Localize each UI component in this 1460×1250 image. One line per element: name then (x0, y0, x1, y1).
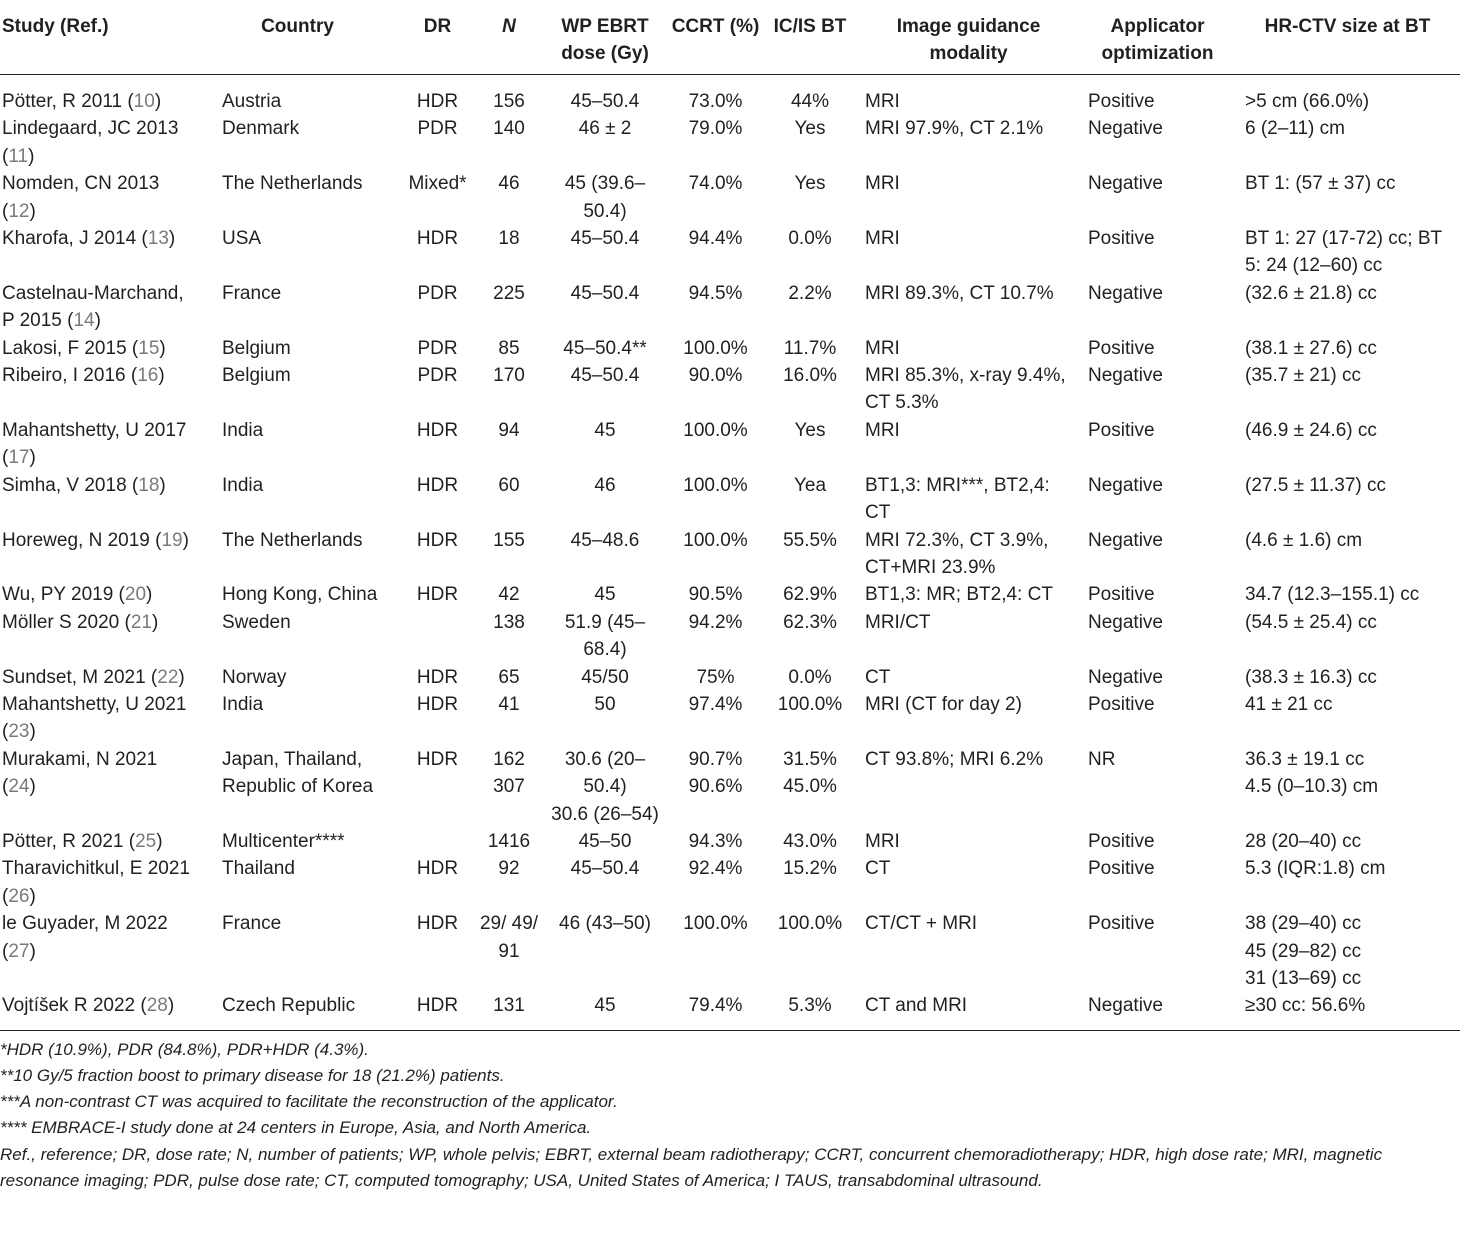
cell-app: Positive (1088, 913, 1155, 935)
study-name: Murakami, N 2021 ( (2, 748, 158, 798)
table-row (0, 609, 1460, 664)
table-row (0, 992, 1460, 1030)
cell-country: Multicenter**** (222, 830, 345, 852)
cell-icis: 15.2% (783, 858, 837, 880)
cell-n: 1416 (487, 830, 531, 852)
cell-n: 85 (498, 337, 520, 359)
table-row (0, 417, 1460, 472)
cell-icis: 16.0% (783, 365, 837, 387)
study-name: Mahantshetty, U 2021 ( (2, 693, 187, 743)
cell-ccrt: 94.5% (688, 282, 743, 304)
study-name: Simha, V 2018 ( (2, 474, 139, 496)
cell-hr: (27.5 ± 11.37) cc (1245, 474, 1387, 496)
cell-img: MRI (865, 173, 900, 195)
cell-ebrt: 45–50.4 (570, 91, 640, 112)
cell-n: 225 (493, 282, 525, 304)
reference-link[interactable]: 20 (124, 584, 147, 606)
footnote: **10 Gy/5 fraction boost to primary disease for 18 (21.2%) patients. (0, 1066, 505, 1086)
cell-img: MRI (865, 91, 900, 112)
cell-country: Austria (222, 91, 282, 112)
header-ccrt: CCRT (%) (671, 16, 760, 37)
reference-link[interactable]: 18 (138, 474, 160, 496)
study-name: Nomden, CN 2013 ( (2, 173, 160, 222)
reference-link[interactable]: 16 (137, 365, 159, 387)
cell-dr: HDR (416, 666, 459, 688)
cell-n: 156 (493, 91, 525, 112)
cell-hr-line: 4.5 (0–10.3) cm (1245, 776, 1379, 798)
study-name: Sundset, M 2021 ( (2, 666, 158, 688)
cell-hr: (32.6 ± 21.8) cc (1245, 282, 1377, 304)
cell-study: Lakosi, F 2015 (15) (2, 337, 166, 359)
cell-country: India (222, 693, 264, 715)
cell-ccrt: 94.2% (688, 611, 743, 633)
cell-hr-line: 36.3 ± 19.1 cc (1245, 748, 1365, 770)
cell-country: The Netherlands (222, 529, 363, 551)
cell-img: MRI/CT (865, 611, 931, 633)
cell-study: Wu, PY 2019 (20) (2, 584, 153, 606)
reference-link[interactable]: 14 (73, 310, 95, 332)
cell-country: Thailand (222, 858, 295, 880)
reference-link[interactable]: 23 (8, 721, 30, 743)
cell-ebrt: 45 (39.6–50.4) (564, 173, 646, 222)
cell-icis: 55.5% (783, 529, 837, 551)
table-row (0, 855, 1460, 910)
study-name: Horeweg, N 2019 ( (2, 529, 162, 551)
cell-icis: Yes (794, 173, 826, 195)
table-row (0, 527, 1460, 582)
cell-ccrt: 100.0% (683, 474, 748, 496)
cell-ccrt: 79.4% (688, 995, 743, 1017)
cell-icis: 62.9% (783, 584, 837, 606)
cell-ccrt: 100.0% (683, 913, 748, 935)
cell-dr: HDR (416, 748, 459, 770)
cell-ccrt: 94.3% (688, 830, 743, 852)
table-row (0, 362, 1460, 417)
reference-link[interactable]: 28 (146, 995, 168, 1017)
study-name: Lindegaard, JC 2013 ( (2, 118, 179, 167)
table-row (0, 170, 1460, 225)
table-row (0, 115, 1460, 170)
cell-dr: HDR (416, 91, 459, 112)
cell-icis: 44% (790, 91, 830, 112)
cell-ebrt: 45–50 (578, 830, 632, 852)
reference-link[interactable]: 24 (8, 776, 30, 798)
cell-ccrt: 79.0% (688, 118, 743, 140)
header-study: Study (Ref.) (2, 16, 109, 37)
cell-app: Negative (1088, 995, 1163, 1017)
cell-icis-line: 45.0% (783, 776, 837, 798)
cell-ccrt: 73.0% (688, 91, 743, 112)
cell-n: 29/ 49/ 91 (479, 913, 539, 962)
cell-img: CT (865, 666, 891, 688)
cell-dr: Mixed* (408, 173, 467, 195)
cell-country: Norway (222, 666, 287, 688)
table-row (0, 225, 1460, 280)
reference-link[interactable]: 25 (135, 830, 157, 852)
cell-app: Negative (1088, 365, 1163, 387)
cell-hr (1235, 746, 1460, 828)
cell-dr (399, 828, 476, 855)
cell-country: The Netherlands (222, 173, 363, 195)
cell-icis: Yes (794, 419, 826, 441)
cell-img: CT 93.8%; MRI 6.2% (865, 748, 1044, 770)
footnotes (0, 1031, 1460, 1194)
header-row (0, 0, 1460, 75)
reference-link[interactable]: 21 (130, 611, 152, 633)
cell-hr: (54.5 ± 25.4) cc (1245, 611, 1377, 633)
cell-dr: HDR (416, 858, 459, 880)
cell-icis-line: 31.5% (783, 748, 837, 770)
cell-dr: HDR (416, 228, 459, 250)
cell-study: Pötter, R 2021 (25) (2, 830, 163, 852)
reference-link[interactable]: 19 (161, 529, 183, 551)
reference-link[interactable]: 13 (147, 228, 169, 250)
cell-img: MRI 89.3%, CT 10.7% (865, 282, 1054, 304)
table-row (0, 746, 1460, 828)
table-row (0, 75, 1460, 116)
cell-country: India (222, 419, 264, 441)
cell-ebrt: 45–48.6 (570, 529, 640, 551)
cell-n: 155 (493, 529, 525, 551)
table-row (0, 910, 1460, 992)
cell-dr: PDR (417, 118, 458, 140)
cell-ebrt: 45–50.4 (570, 282, 640, 304)
table-row (0, 664, 1460, 691)
cell-app: Positive (1088, 419, 1155, 441)
cell-n: 42 (498, 584, 520, 606)
header-n: N (502, 16, 516, 37)
cell-hr: (4.6 ± 1.6) cm (1245, 529, 1363, 551)
cell-app: Positive (1088, 858, 1155, 880)
footnote: **** EMBRACE-I study done at 24 centers in Europe, Asia, and North America. (0, 1118, 592, 1138)
cell-dr: PDR (417, 365, 458, 387)
cell-app: Negative (1088, 529, 1163, 551)
cell-country: India (222, 474, 264, 496)
footnote: Ref., reference; DR, dose rate; N, number of patients; WP, whole pelvis; EBRT, external beam radiotherapy; CCRT, concurrent chemoradiotherapy; HDR, high dose rate; MRI, magnetic resonance imaging; PDR, pulse dose rate; CT, computed tomography; USA, United States of America; I TAUS, transabdominal ultrasound. (0, 1144, 1383, 1190)
cell-hr: (38.3 ± 16.3) cc (1245, 666, 1377, 688)
cell-ebrt: 45 (594, 419, 616, 441)
table-row (0, 280, 1460, 335)
cell-study: Möller S 2020 (21) (2, 611, 159, 633)
cell-ebrt: 46 ± 2 (578, 118, 632, 140)
cell-ccrt: 75% (696, 666, 735, 688)
cell-icis: 43.0% (783, 830, 837, 852)
cell-app: Positive (1088, 337, 1155, 359)
cell-img: CT and MRI (865, 995, 968, 1017)
cell-ccrt-line: 90.6% (688, 776, 743, 798)
cell-app: Negative (1088, 282, 1163, 304)
cell-n: 41 (498, 693, 520, 715)
cell-ccrt (668, 746, 763, 828)
header-imaging: Image guidance modality (896, 16, 1041, 64)
cell-ccrt: 92.4% (688, 858, 743, 880)
cell-n: 131 (493, 995, 525, 1017)
cell-app: Negative (1088, 666, 1163, 688)
cell-app: Negative (1088, 118, 1163, 140)
cell-img: BT1,3: MRI***, BT2,4: CT (865, 474, 1050, 524)
cell-img: MRI (865, 228, 900, 250)
cell-img: MRI (865, 830, 900, 852)
study-name: Mahantshetty, U 2017 ( (2, 419, 187, 469)
cell-country: Japan, Thailand, Republic of Korea (222, 748, 374, 798)
cell-n: 60 (498, 474, 520, 496)
cell-app: Positive (1088, 693, 1155, 715)
cell-ccrt: 90.0% (688, 365, 743, 387)
cell-ccrt-line: 90.7% (688, 748, 743, 770)
study-name: Lakosi, F 2015 ( (2, 337, 139, 359)
cell-dr: HDR (416, 419, 459, 441)
cell-hr: 34.7 (12.3–155.1) cc (1245, 584, 1420, 606)
study-name: Vojtíšek R 2022 ( (2, 995, 147, 1017)
cell-icis: 11.7% (783, 337, 837, 359)
footnote: ***A non-contrast CT was acquired to facilitate the reconstruction of the applicator. (0, 1092, 618, 1112)
reference-link[interactable]: 17 (8, 447, 30, 469)
cell-n: 18 (498, 228, 520, 250)
cell-country: Sweden (222, 611, 291, 633)
cell-ebrt: 45–50.4** (563, 337, 647, 359)
cell-ebrt-line: 30.6 (26–54) (551, 803, 659, 825)
table-row (0, 828, 1460, 855)
header-applicator: Applicator optimization (1101, 16, 1214, 64)
cell-study: Simha, V 2018 (18) (2, 474, 166, 496)
cell-n: 138 (493, 611, 525, 633)
study-name: Kharofa, J 2014 ( (2, 228, 148, 250)
cell-icis: 100.0% (777, 693, 843, 715)
cell-dr: HDR (416, 693, 459, 715)
cell-ebrt: 45–50.4 (570, 228, 640, 250)
table-row (0, 581, 1460, 608)
reference-link[interactable]: 10 (133, 91, 155, 112)
cell-ebrt: 46 (43–50) (559, 913, 651, 935)
cell-icis: 62.3% (783, 611, 837, 633)
cell-ebrt: 45/50 (581, 666, 629, 688)
cell-app: Negative (1088, 474, 1163, 496)
cell-ccrt: 90.5% (688, 584, 743, 606)
cell-hr: 28 (20–40) cc (1245, 830, 1362, 852)
study-name: Tharavichitkul, E 2021 ( (2, 858, 190, 907)
cell-study: Ribeiro, I 2016 (16) (2, 365, 165, 387)
cell-hr: >5 cm (66.0%) (1245, 91, 1370, 112)
cell-n: 92 (498, 858, 520, 880)
cell-icis: Yes (794, 118, 826, 140)
cell-n (476, 746, 542, 828)
cell-country: Belgium (222, 365, 291, 387)
cell-img: MRI 72.3%, CT 3.9%, CT+MRI 23.9% (865, 529, 1049, 578)
cell-study: Nomden, CN 2013 (12) (2, 173, 160, 222)
cell-icis: 2.2% (788, 282, 832, 304)
cell-ccrt: 94.4% (688, 228, 743, 250)
cell-dr: HDR (416, 584, 459, 606)
cell-img: BT1,3: MR; BT2,4: CT (865, 584, 1053, 606)
reference-link[interactable]: 26 (8, 885, 30, 907)
cell-img: MRI 97.9%, CT 2.1% (865, 118, 1044, 140)
cell-n-line: 162 (493, 748, 525, 770)
cell-n: 94 (498, 419, 520, 441)
cell-ccrt: 74.0% (688, 173, 743, 195)
cell-icis: 0.0% (788, 666, 832, 688)
header-hrctv: HR-CTV size at BT (1264, 16, 1431, 37)
cell-study: Mahantshetty, U 2017 (17) (2, 419, 187, 469)
cell-hr-line: 38 (29–40) cc (1245, 913, 1362, 935)
cell-hr: (35.7 ± 21) cc (1245, 365, 1362, 387)
cell-ccrt: 100.0% (683, 419, 748, 441)
table-row (0, 472, 1460, 527)
cell-study: Pötter, R 2011 (10) (2, 91, 162, 112)
cell-ebrt (542, 746, 668, 828)
reference-link[interactable]: 22 (157, 666, 179, 688)
table-body (0, 75, 1460, 1031)
cell-study: Sundset, M 2021 (22) (2, 666, 185, 688)
cell-dr: HDR (416, 529, 459, 551)
cell-dr: HDR (416, 995, 459, 1017)
cell-study: Castelnau-Marchand, P 2015 (14) (2, 282, 184, 332)
study-name: Castelnau-Marchand, P 2015 ( (2, 282, 184, 332)
table-row (0, 691, 1460, 746)
header-wp-ebrt: WP EBRT dose (Gy) (561, 16, 649, 64)
cell-country: USA (222, 228, 262, 250)
cell-n-line: 307 (493, 776, 525, 798)
cell-dr: PDR (417, 337, 458, 359)
study-name: Pötter, R 2021 ( (2, 830, 136, 852)
cell-app: Negative (1088, 173, 1163, 195)
cell-dr: HDR (416, 913, 459, 935)
cell-ccrt: 100.0% (683, 529, 748, 551)
cell-n: 46 (498, 173, 520, 195)
cell-icis (763, 746, 857, 828)
header-country: Country (261, 16, 334, 37)
cell-hr: 6 (2–11) cm (1245, 118, 1345, 140)
cell-study: le Guyader, M 2022 (27) (2, 913, 168, 962)
cell-ebrt: 51.9 (45–68.4) (564, 611, 646, 661)
cell-hr (1235, 910, 1460, 992)
cell-study: Horeweg, N 2019 (19) (2, 529, 189, 551)
cell-hr-line: 31 (13–69) cc (1245, 968, 1362, 989)
cell-img: MRI 85.3%, x-ray 9.4%, CT 5.3% (865, 365, 1066, 414)
cell-hr: 5.3 (IQR:1.8) cm (1245, 858, 1386, 880)
header-icis: IC/IS BT (773, 16, 847, 37)
reference-link[interactable]: 11 (8, 145, 29, 167)
cell-app: Positive (1088, 830, 1155, 852)
cell-country: Denmark (222, 118, 300, 140)
cell-app: Positive (1088, 91, 1155, 112)
cell-app: NR (1088, 748, 1116, 770)
reference-link[interactable]: 27 (8, 940, 30, 962)
study-name: le Guyader, M 2022 ( (2, 913, 168, 962)
cell-study: Tharavichitkul, E 2021 (26) (2, 858, 190, 907)
cell-hr: ≥30 cc: 56.6% (1245, 995, 1366, 1017)
cell-hr: 41 ± 21 cc (1245, 693, 1333, 715)
footnote: *HDR (10.9%), PDR (84.8%), PDR+HDR (4.3%). (0, 1039, 369, 1059)
study-name: Wu, PY 2019 ( (2, 584, 125, 606)
cell-study: Murakami, N 2021 (24) (2, 748, 158, 798)
cell-ebrt: 46 (594, 474, 616, 496)
cell-icis: Yea (793, 474, 827, 496)
cell-img: MRI (CT for day 2) (865, 693, 1022, 715)
header-dr: DR (423, 16, 452, 37)
study-name: Pötter, R 2011 ( (2, 91, 134, 112)
cell-ebrt: 45–50.4 (570, 365, 640, 387)
cell-country: Czech Republic (222, 995, 356, 1017)
study-name: Möller S 2020 ( (2, 611, 131, 633)
cell-country: France (222, 913, 282, 935)
cell-study: Lindegaard, JC 2013 (11) (2, 118, 179, 167)
study-name: Ribeiro, I 2016 ( (2, 365, 138, 387)
cell-ccrt: 100.0% (683, 337, 748, 359)
cell-img: MRI (865, 337, 900, 359)
cell-ebrt: 45 (594, 995, 616, 1017)
cell-study: Kharofa, J 2014 (13) (2, 228, 176, 250)
cell-hr-line: 45 (29–82) cc (1245, 940, 1362, 962)
cell-ebrt: 50 (594, 693, 616, 715)
cell-dr: HDR (416, 474, 459, 496)
cell-study: Vojtíšek R 2022 (28) (2, 995, 175, 1017)
reference-link[interactable]: 12 (8, 200, 30, 222)
cell-ebrt: 45–50.4 (570, 858, 640, 880)
cell-country: Belgium (222, 337, 291, 359)
cell-study: Mahantshetty, U 2021 (23) (2, 693, 187, 743)
cell-country: Hong Kong, China (222, 584, 378, 606)
cell-hr: (38.1 ± 27.6) cc (1245, 337, 1377, 359)
cell-icis: 100.0% (777, 913, 843, 935)
cell-dr: PDR (417, 282, 458, 304)
cell-img: CT (865, 858, 891, 880)
cell-img: CT/CT + MRI (865, 913, 978, 935)
cell-app: Positive (1088, 228, 1155, 250)
cell-n: 65 (498, 666, 520, 688)
cell-hr: BT 1: 27 (17-72) cc; BT 5: 24 (12–60) cc (1245, 228, 1442, 277)
cell-n: 140 (493, 118, 525, 140)
cell-icis: 0.0% (788, 228, 832, 250)
table-row (0, 335, 1460, 362)
cell-dr (399, 609, 476, 664)
cell-ccrt: 97.4% (688, 693, 743, 715)
cell-app: Negative (1088, 611, 1163, 633)
cell-ebrt-line: 30.6 (20–50.4) (564, 748, 646, 798)
cell-ebrt: 45 (594, 584, 616, 606)
cell-app: Positive (1088, 584, 1155, 606)
cell-hr: BT 1: (57 ± 37) cc (1245, 173, 1396, 195)
cell-country: France (222, 282, 282, 304)
cell-icis: 5.3% (788, 995, 832, 1017)
cell-n: 170 (493, 365, 525, 387)
reference-link[interactable]: 15 (138, 337, 160, 359)
cell-img: MRI (865, 419, 900, 441)
cell-hr: (46.9 ± 24.6) cc (1245, 419, 1377, 441)
